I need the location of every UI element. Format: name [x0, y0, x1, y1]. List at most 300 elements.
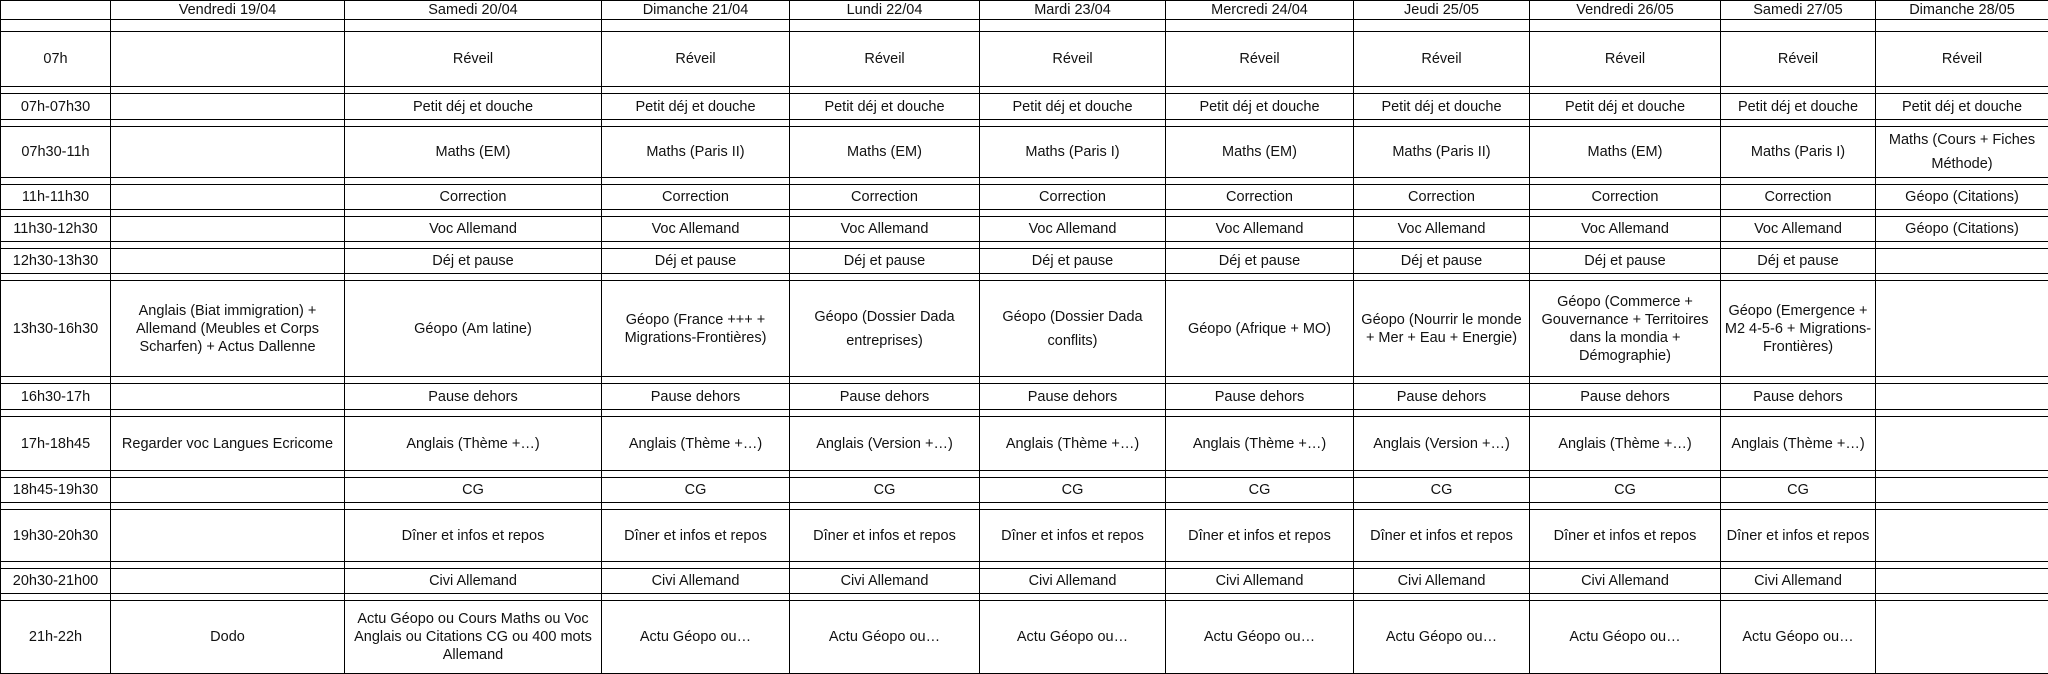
schedule-cell[interactable]: Dodo [111, 601, 345, 674]
schedule-cell[interactable]: Actu Géopo ou… [1166, 601, 1354, 674]
spacer-cell [1530, 503, 1721, 510]
spacer-cell [1721, 410, 1876, 417]
schedule-cell[interactable]: Réveil [1354, 32, 1530, 87]
schedule-cell[interactable]: Réveil [1876, 32, 2048, 87]
schedule-cell[interactable]: Déj et pause [1721, 249, 1876, 274]
spacer-cell [790, 120, 980, 127]
spacer-cell [1354, 87, 1530, 94]
spacer-cell [980, 120, 1166, 127]
spacer-cell [345, 377, 602, 384]
spacer-cell [111, 87, 345, 94]
spacer-row [1, 562, 2048, 569]
spacer-cell [345, 562, 602, 569]
schedule-cell[interactable] [1876, 417, 2048, 471]
spacer-cell [1354, 178, 1530, 185]
schedule-cell[interactable]: CG [980, 478, 1166, 503]
schedule-cell[interactable]: Actu Géopo ou… [1530, 601, 1721, 674]
spacer-cell [602, 120, 790, 127]
schedule-cell[interactable]: Anglais (Thème +…) [1721, 417, 1876, 471]
day-header: Mercredi 24/04 [1166, 1, 1354, 20]
spacer-cell [111, 210, 345, 217]
spacer-cell [345, 120, 602, 127]
day-header: Lundi 22/04 [790, 1, 980, 20]
spacer-cell [1354, 594, 1530, 601]
spacer-cell [980, 20, 1166, 32]
schedule-cell[interactable]: Actu Géopo ou… [602, 601, 790, 674]
spacer-cell [1721, 178, 1876, 185]
schedule-cell[interactable]: Anglais (Version +…) [1354, 417, 1530, 471]
schedule-cell[interactable]: CG [602, 478, 790, 503]
schedule-row [1, 185, 2048, 210]
day-header: Samedi 20/04 [345, 1, 602, 20]
time-slot-label: 13h30-16h30 [1, 281, 111, 377]
schedule-cell[interactable]: Maths (Cours + Fiches Méthode) [1876, 127, 2048, 178]
spacer-row [1, 594, 2048, 601]
spacer-cell [980, 87, 1166, 94]
spacer-cell [1876, 87, 2048, 94]
spacer-cell [1530, 410, 1721, 417]
schedule-row [1, 384, 2048, 410]
spacer-cell [1, 594, 111, 601]
schedule-cell[interactable]: Voc Allemand [1354, 217, 1530, 242]
schedule-cell[interactable] [111, 569, 345, 594]
schedule-cell[interactable]: Géopo (Nourrir le monde + Mer + Eau + Energie) [1354, 281, 1530, 377]
schedule-row [1, 478, 2048, 503]
schedule-cell[interactable]: Réveil [980, 32, 1166, 87]
schedule-cell[interactable] [111, 32, 345, 87]
spacer-cell [1530, 120, 1721, 127]
spacer-cell [1166, 377, 1354, 384]
spacer-cell [1354, 274, 1530, 281]
schedule-cell[interactable] [1876, 249, 2048, 274]
day-header: Vendredi 26/05 [1530, 1, 1721, 20]
header-row [1, 1, 2048, 20]
spacer-cell [1876, 562, 2048, 569]
time-slot-label: 21h-22h [1, 601, 111, 674]
spacer-cell [790, 503, 980, 510]
spacer-cell [602, 87, 790, 94]
schedule-cell[interactable]: Déj et pause [602, 249, 790, 274]
time-slot-label: 16h30-17h [1, 384, 111, 410]
day-header: Samedi 27/05 [1721, 1, 1876, 20]
schedule-cell[interactable] [1876, 510, 2048, 562]
spacer-cell [111, 377, 345, 384]
schedule-cell[interactable]: Dîner et infos et repos [980, 510, 1166, 562]
schedule-cell[interactable]: CG [790, 478, 980, 503]
schedule-cell[interactable]: Dîner et infos et repos [790, 510, 980, 562]
spacer-cell [111, 471, 345, 478]
spacer-cell [1354, 503, 1530, 510]
spacer-cell [602, 242, 790, 249]
schedule-cell[interactable]: Voc Allemand [790, 217, 980, 242]
spacer-cell [1721, 242, 1876, 249]
spacer-cell [1166, 242, 1354, 249]
schedule-cell[interactable]: Géopo (France +++ + Migrations-Frontières) [602, 281, 790, 377]
schedule-cell[interactable]: Déj et pause [1530, 249, 1721, 274]
schedule-cell[interactable]: Anglais (Version +…) [790, 417, 980, 471]
day-header: Dimanche 21/04 [602, 1, 790, 20]
schedule-cell[interactable]: Maths (Paris I) [1721, 127, 1876, 178]
spacer-cell [1530, 471, 1721, 478]
schedule-cell[interactable]: Correction [1166, 185, 1354, 210]
schedule-cell[interactable]: Petit déj et douche [1721, 94, 1876, 120]
schedule-cell[interactable]: Géopo (Commerce + Gouvernance + Territoires dans la mondia + Démographie) [1530, 281, 1721, 377]
schedule-cell[interactable]: Maths (EM) [790, 127, 980, 178]
spacer-cell [1, 562, 111, 569]
schedule-cell[interactable]: Maths (EM) [1530, 127, 1721, 178]
schedule-cell[interactable]: Correction [1530, 185, 1721, 210]
spacer-cell [1, 503, 111, 510]
schedule-cell[interactable]: Correction [345, 185, 602, 210]
spacer-cell [1530, 377, 1721, 384]
spacer-cell [345, 210, 602, 217]
schedule-cell[interactable] [1876, 478, 2048, 503]
spacer-cell [602, 594, 790, 601]
schedule-cell[interactable]: Actu Géopo ou… [1721, 601, 1876, 674]
schedule-cell[interactable]: Géopo (Emergence + M2 4-5-6 + Migrations-Frontières) [1721, 281, 1876, 377]
schedule-cell[interactable]: Réveil [790, 32, 980, 87]
schedule-cell[interactable] [111, 217, 345, 242]
spacer-cell [1530, 210, 1721, 217]
schedule-cell[interactable] [111, 510, 345, 562]
schedule-cell[interactable] [111, 185, 345, 210]
spacer-cell [1, 242, 111, 249]
spacer-cell [790, 20, 980, 32]
schedule-row [1, 569, 2048, 594]
schedule-row [1, 127, 2048, 178]
time-slot-label: 12h30-13h30 [1, 249, 111, 274]
spacer-cell [1876, 210, 2048, 217]
spacer-cell [1, 178, 111, 185]
spacer-cell [1166, 87, 1354, 94]
spacer-cell [790, 274, 980, 281]
schedule-cell[interactable] [1876, 601, 2048, 674]
schedule-cell[interactable] [111, 384, 345, 410]
schedule-cell[interactable]: Correction [602, 185, 790, 210]
day-header: Mardi 23/04 [980, 1, 1166, 20]
spacer-cell [602, 503, 790, 510]
corner-cell [1, 1, 111, 20]
schedule-cell[interactable]: Petit déj et douche [980, 94, 1166, 120]
schedule-cell[interactable]: Civi Allemand [602, 569, 790, 594]
spacer-cell [790, 562, 980, 569]
spacer-cell [1354, 242, 1530, 249]
schedule-cell[interactable]: Anglais (Thème +…) [345, 417, 602, 471]
spacer-cell [1721, 20, 1876, 32]
spacer-cell [980, 210, 1166, 217]
schedule-cell[interactable]: Regarder voc Langues Ecricome [111, 417, 345, 471]
schedule-cell[interactable]: Maths (EM) [345, 127, 602, 178]
spacer-cell [980, 274, 1166, 281]
spacer-cell [1354, 377, 1530, 384]
schedule-cell[interactable]: Voc Allemand [1530, 217, 1721, 242]
schedule-cell[interactable]: CG [1354, 478, 1530, 503]
schedule-cell[interactable]: Voc Allemand [345, 217, 602, 242]
spacer-cell [345, 503, 602, 510]
schedule-cell[interactable]: Civi Allemand [1530, 569, 1721, 594]
schedule-cell[interactable] [111, 478, 345, 503]
schedule-row [1, 249, 2048, 274]
spacer-cell [1166, 210, 1354, 217]
spacer-cell [1166, 120, 1354, 127]
spacer-cell [1, 210, 111, 217]
schedule-cell[interactable]: Réveil [1530, 32, 1721, 87]
spacer-cell [1166, 471, 1354, 478]
spacer-cell [1354, 562, 1530, 569]
schedule-cell[interactable]: Voc Allemand [1721, 217, 1876, 242]
spacer-cell [790, 594, 980, 601]
spacer-cell [1721, 274, 1876, 281]
spacer-cell [1530, 274, 1721, 281]
schedule-row [1, 510, 2048, 562]
schedule-cell[interactable]: Correction [980, 185, 1166, 210]
schedule-cell[interactable] [111, 127, 345, 178]
spacer-cell [1354, 410, 1530, 417]
spacer-cell [1, 20, 111, 32]
spacer-cell [602, 410, 790, 417]
spacer-cell [111, 562, 345, 569]
spacer-cell [602, 274, 790, 281]
schedule-cell[interactable]: Pause dehors [1530, 384, 1721, 410]
spacer-cell [345, 178, 602, 185]
spacer-cell [980, 178, 1166, 185]
schedule-cell[interactable]: Réveil [345, 32, 602, 87]
schedule-cell[interactable]: Déj et pause [1354, 249, 1530, 274]
schedule-cell[interactable]: Pause dehors [345, 384, 602, 410]
spacer-cell [345, 87, 602, 94]
spacer-cell [345, 274, 602, 281]
schedule-cell[interactable] [1876, 384, 2048, 410]
spacer-cell [602, 178, 790, 185]
schedule-cell[interactable]: Civi Allemand [980, 569, 1166, 594]
schedule-cell[interactable]: Maths (Paris II) [1354, 127, 1530, 178]
spacer-cell [1876, 242, 2048, 249]
schedule-cell[interactable]: Correction [790, 185, 980, 210]
spacer-cell [1354, 210, 1530, 217]
schedule-cell[interactable]: Déj et pause [345, 249, 602, 274]
spacer-row [1, 410, 2048, 417]
schedule-cell[interactable]: Civi Allemand [1721, 569, 1876, 594]
schedule-row [1, 281, 2048, 377]
schedule-cell[interactable] [111, 249, 345, 274]
spacer-cell [602, 20, 790, 32]
schedule-cell[interactable]: Petit déj et douche [1530, 94, 1721, 120]
spacer-cell [602, 210, 790, 217]
spacer-row [1, 471, 2048, 478]
spacer-cell [1721, 503, 1876, 510]
schedule-cell[interactable]: Anglais (Thème +…) [980, 417, 1166, 471]
schedule-cell[interactable]: Petit déj et douche [1354, 94, 1530, 120]
day-header: Vendredi 19/04 [111, 1, 345, 20]
schedule-cell[interactable]: CG [1530, 478, 1721, 503]
schedule-cell[interactable]: Déj et pause [980, 249, 1166, 274]
spacer-cell [980, 410, 1166, 417]
schedule-cell[interactable]: Dîner et infos et repos [1166, 510, 1354, 562]
spacer-cell [1876, 120, 2048, 127]
schedule-cell[interactable]: Pause dehors [1721, 384, 1876, 410]
spacer-cell [1530, 594, 1721, 601]
spacer-cell [111, 178, 345, 185]
schedule-cell[interactable]: Dîner et infos et repos [345, 510, 602, 562]
schedule-cell[interactable]: Actu Géopo ou… [1354, 601, 1530, 674]
spacer-cell [1721, 377, 1876, 384]
spacer-cell [111, 274, 345, 281]
schedule-cell[interactable]: Maths (Paris I) [980, 127, 1166, 178]
spacer-cell [602, 471, 790, 478]
schedule-cell[interactable]: Réveil [1721, 32, 1876, 87]
spacer-cell [1, 471, 111, 478]
spacer-row [1, 87, 2048, 94]
spacer-cell [111, 242, 345, 249]
schedule-cell[interactable]: Géopo (Citations) [1876, 185, 2048, 210]
schedule-row [1, 94, 2048, 120]
schedule-cell[interactable] [1876, 281, 2048, 377]
spacer-cell [1721, 562, 1876, 569]
schedule-cell[interactable]: Civi Allemand [1354, 569, 1530, 594]
schedule-cell[interactable]: Géopo (Dossier Dada entreprises) [790, 281, 980, 377]
schedule-cell[interactable]: Voc Allemand [1166, 217, 1354, 242]
time-slot-label: 11h-11h30 [1, 185, 111, 210]
time-slot-label: 18h45-19h30 [1, 478, 111, 503]
spacer-cell [1876, 471, 2048, 478]
schedule-cell[interactable]: Déj et pause [790, 249, 980, 274]
spacer-cell [980, 242, 1166, 249]
schedule-cell[interactable]: CG [345, 478, 602, 503]
spacer-cell [1354, 120, 1530, 127]
spacer-cell [1166, 20, 1354, 32]
schedule-cell[interactable]: Petit déj et douche [345, 94, 602, 120]
schedule-cell[interactable]: Pause dehors [1354, 384, 1530, 410]
spacer-cell [1876, 594, 2048, 601]
schedule-cell[interactable]: Civi Allemand [345, 569, 602, 594]
time-slot-label: 20h30-21h00 [1, 569, 111, 594]
spacer-cell [345, 471, 602, 478]
schedule-cell[interactable]: Déj et pause [1166, 249, 1354, 274]
spacer-cell [1530, 562, 1721, 569]
schedule-cell[interactable]: Dîner et infos et repos [1354, 510, 1530, 562]
spacer-cell [345, 242, 602, 249]
spacer-cell [790, 377, 980, 384]
spacer-cell [980, 562, 1166, 569]
spacer-cell [602, 562, 790, 569]
schedule-cell[interactable]: Anglais (Thème +…) [1530, 417, 1721, 471]
spacer-cell [111, 410, 345, 417]
spacer-cell [1166, 178, 1354, 185]
schedule-cell[interactable]: Anglais (Biat immigration) + Allemand (Meubles et Corps Scharfen) + Actus Dallenne [111, 281, 345, 377]
spacer-cell [1876, 503, 2048, 510]
schedule-cell[interactable]: Correction [1721, 185, 1876, 210]
spacer-row [1, 503, 2048, 510]
schedule-cell[interactable]: Actu Géopo ou… [980, 601, 1166, 674]
schedule-cell[interactable]: Actu Géopo ou Cours Maths ou Voc Anglais ou Citations CG ou 400 mots Allemand [345, 601, 602, 674]
schedule-cell[interactable]: Petit déj et douche [1166, 94, 1354, 120]
spacer-cell [111, 594, 345, 601]
time-slot-label: 19h30-20h30 [1, 510, 111, 562]
spacer-row [1, 120, 2048, 127]
spacer-cell [1166, 503, 1354, 510]
spacer-cell [1876, 274, 2048, 281]
spacer-cell [1166, 274, 1354, 281]
spacer-cell [1721, 471, 1876, 478]
schedule-row [1, 217, 2048, 242]
spacer-cell [1530, 20, 1721, 32]
schedule-cell[interactable]: Maths (Paris II) [602, 127, 790, 178]
schedule-cell[interactable]: Voc Allemand [602, 217, 790, 242]
spacer-row [1, 20, 2048, 32]
day-header: Dimanche 28/05 [1876, 1, 2048, 20]
schedule-cell[interactable]: Dîner et infos et repos [1721, 510, 1876, 562]
schedule-cell[interactable]: Pause dehors [790, 384, 980, 410]
schedule-cell[interactable]: CG [1721, 478, 1876, 503]
spacer-cell [1354, 471, 1530, 478]
spacer-row [1, 178, 2048, 185]
spacer-row [1, 210, 2048, 217]
spacer-cell [790, 87, 980, 94]
spacer-cell [790, 210, 980, 217]
day-header: Jeudi 25/05 [1354, 1, 1530, 20]
spacer-cell [1166, 562, 1354, 569]
spacer-cell [1, 377, 111, 384]
schedule-cell[interactable]: Actu Géopo ou… [790, 601, 980, 674]
schedule-cell[interactable] [1876, 569, 2048, 594]
schedule-cell[interactable]: Correction [1354, 185, 1530, 210]
spacer-cell [1, 274, 111, 281]
spacer-row [1, 377, 2048, 384]
spacer-cell [1876, 410, 2048, 417]
schedule-cell[interactable]: Géopo (Dossier Dada conflits) [980, 281, 1166, 377]
schedule-cell[interactable]: Petit déj et douche [790, 94, 980, 120]
schedule-cell[interactable]: Anglais (Thème +…) [1166, 417, 1354, 471]
spacer-cell [790, 178, 980, 185]
schedule-cell[interactable]: Voc Allemand [980, 217, 1166, 242]
spacer-cell [1530, 178, 1721, 185]
schedule-cell[interactable]: Dîner et infos et repos [1530, 510, 1721, 562]
spacer-cell [1721, 87, 1876, 94]
spacer-cell [980, 594, 1166, 601]
schedule-cell[interactable]: Géopo (Citations) [1876, 217, 2048, 242]
schedule-cell[interactable]: Réveil [1166, 32, 1354, 87]
schedule-cell[interactable]: Anglais (Thème +…) [602, 417, 790, 471]
schedule-cell[interactable]: Pause dehors [980, 384, 1166, 410]
spacer-cell [980, 377, 1166, 384]
spacer-cell [111, 503, 345, 510]
schedule-cell[interactable]: Géopo (Afrique + MO) [1166, 281, 1354, 377]
spacer-cell [1876, 377, 2048, 384]
spacer-cell [1, 410, 111, 417]
spacer-cell [1721, 594, 1876, 601]
schedule-cell[interactable]: Petit déj et douche [1876, 94, 2048, 120]
schedule-cell[interactable]: Pause dehors [602, 384, 790, 410]
spacer-cell [1354, 20, 1530, 32]
schedule-cell[interactable] [111, 94, 345, 120]
time-slot-label: 07h-07h30 [1, 94, 111, 120]
spacer-cell [345, 410, 602, 417]
schedule-cell[interactable]: CG [1166, 478, 1354, 503]
time-slot-label: 11h30-12h30 [1, 217, 111, 242]
schedule-cell[interactable]: Petit déj et douche [602, 94, 790, 120]
spacer-cell [1876, 20, 2048, 32]
schedule-cell[interactable]: Civi Allemand [1166, 569, 1354, 594]
schedule-cell[interactable]: Réveil [602, 32, 790, 87]
spacer-cell [790, 410, 980, 417]
schedule-cell[interactable]: Géopo (Am latine) [345, 281, 602, 377]
schedule-cell[interactable]: Pause dehors [1166, 384, 1354, 410]
spacer-row [1, 274, 2048, 281]
schedule-cell[interactable]: Maths (EM) [1166, 127, 1354, 178]
spacer-cell [1876, 178, 2048, 185]
schedule-cell[interactable]: Dîner et infos et repos [602, 510, 790, 562]
schedule-cell[interactable]: Civi Allemand [790, 569, 980, 594]
